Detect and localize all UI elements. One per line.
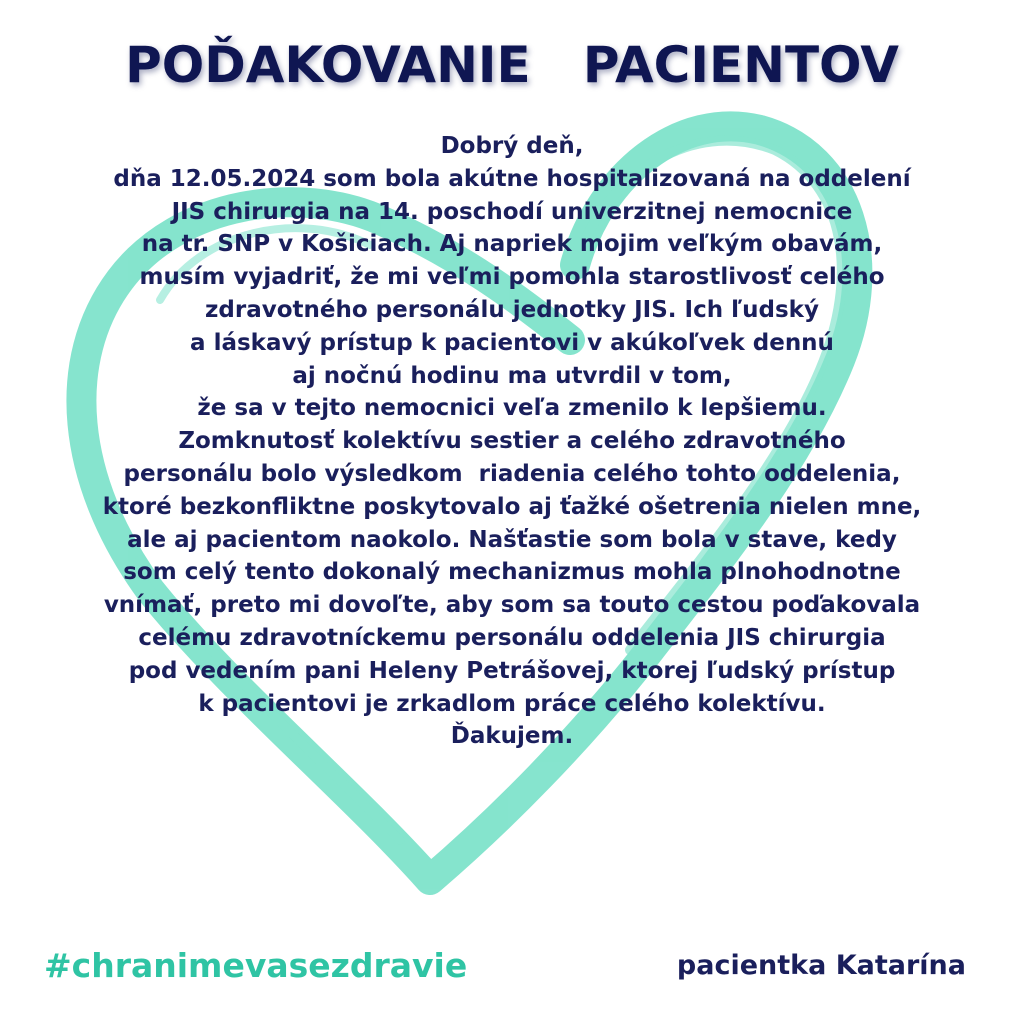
letter-line: Ďakujem. [450,723,574,750]
letter-line: aj nočnú hodinu ma utvrdil v tom, [292,362,732,389]
letter-line: na tr. SNP v Košiciach. Aj napriek mojim veľkým obavám, [141,231,883,258]
letter-line: ktoré bezkonfliktne poskytovalo aj ťažké ošetrenia nielen mne, [102,493,922,520]
letter-line: k pacientovi je zrkadlom práce celého kolektívu. [198,690,826,717]
letter-line: JIS chirurgia na 14. poschodí univerzitnej nemocnice [171,198,853,225]
letter-line: zdravotného personálu jednotky JIS. Ich ľudský [205,296,819,323]
letter-line: personálu bolo výsledkom riadenia celého tohto oddelenia, [123,460,901,487]
letter-line: musím vyjadriť, že mi veľmi pomohla starostlivosť celého [139,264,885,291]
letter-line: Dobrý deň, [440,133,584,159]
letter-line: pod vedením pani Heleny Petrášovej, ktorej ľudský prístup [128,657,896,684]
letter-line: celému zdravotníckemu personálu oddelenia JIS chirurgia [138,624,886,651]
letter-line: vnímať, preto mi dovoľte, aby som sa touto cestou poďakovala [103,592,921,619]
letter-line: som celý tento dokonalý mechanizmus mohla plnohodnotne [123,559,901,586]
letter-line: že sa v tejto nemocnici veľa zmenilo k lepšiemu. [197,395,827,422]
letter-line: ale aj pacientom naokolo. Našťastie som bola v stave, kedy [127,526,897,553]
hashtag: #chranimevasezdravie [44,946,468,985]
signature: pacientka Katarína [676,950,966,981]
letter-line: Zomknutosť kolektívu sestier a celého zdravotného [178,428,846,455]
letter-line: dňa 12.05.2024 som bola akútne hospitalizovaná na oddelení [113,165,911,192]
letter-body [0,130,1024,753]
page-title: POĎAKOVANIE PACIENTOV [125,36,899,94]
letter-line: a láskavý prístup k pacientovi v akúkoľvek dennú [190,329,834,356]
